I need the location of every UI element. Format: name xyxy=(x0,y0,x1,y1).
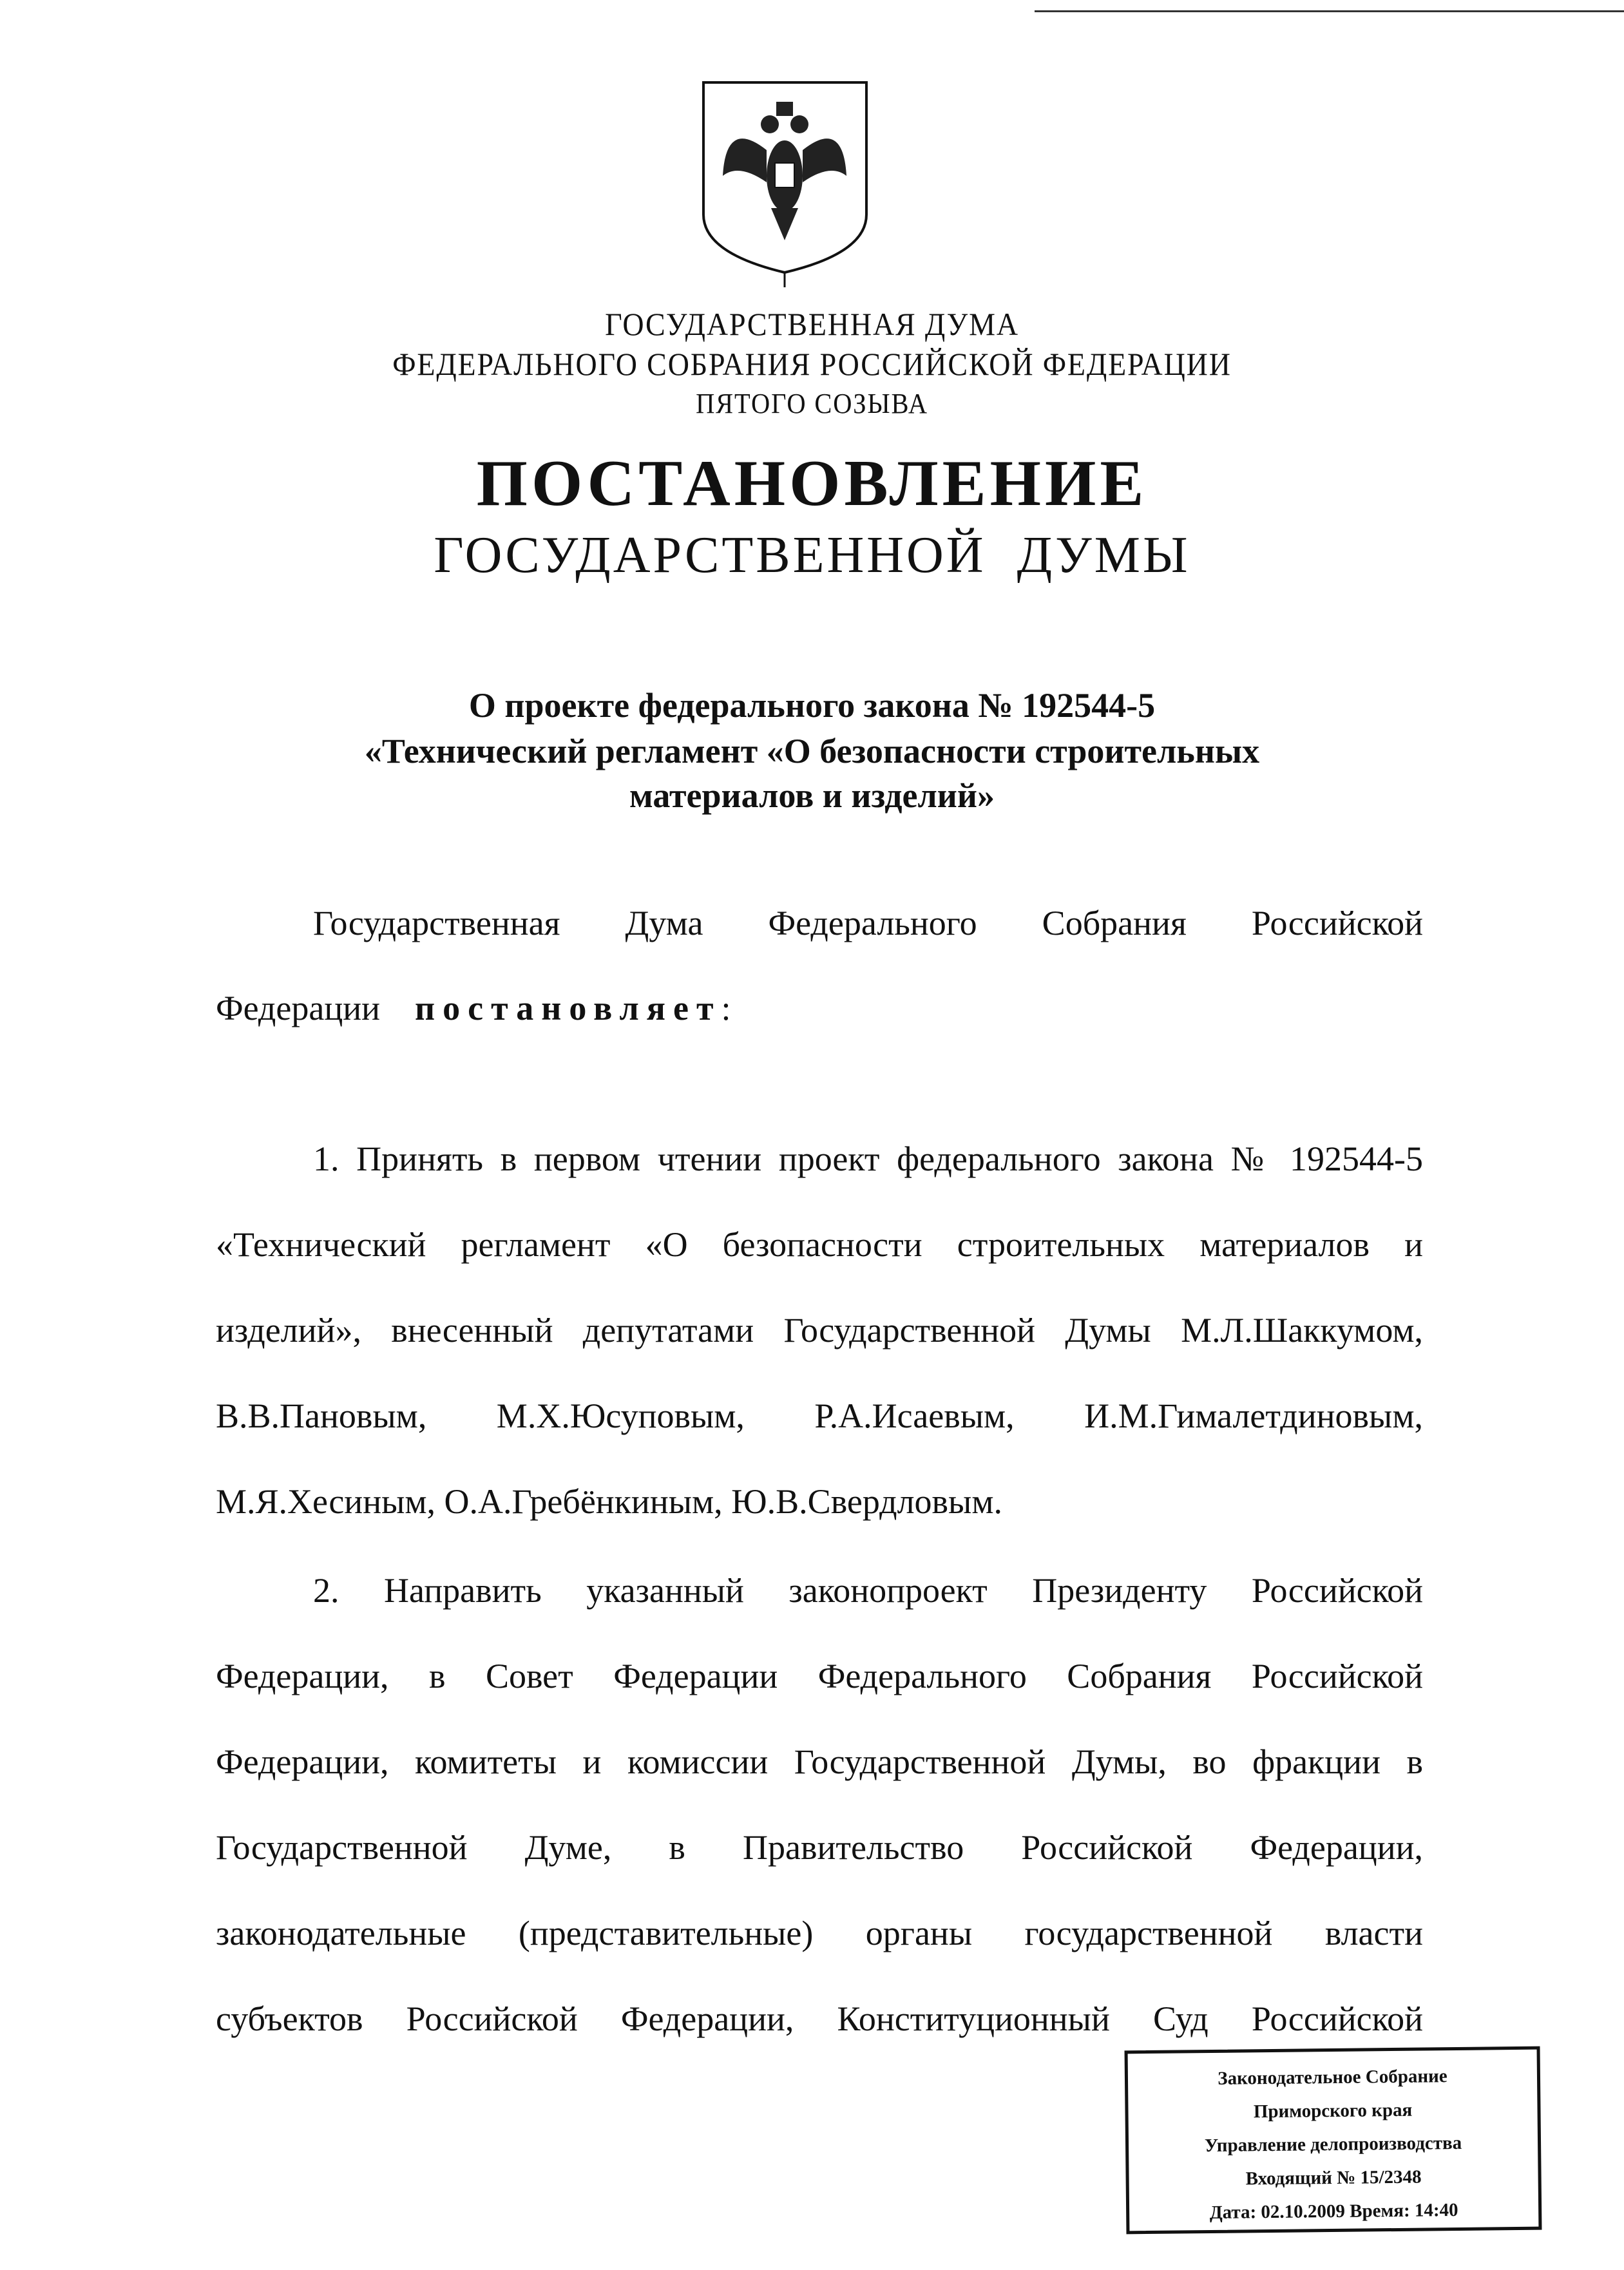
paragraph-1-line: изделий», внесенный депутатами Государственной Думы М.Л.Шаккумом, xyxy=(216,1311,1423,1350)
scan-edge-line xyxy=(1035,10,1624,12)
preamble-colon: : xyxy=(721,989,731,1027)
paragraph-2-line: 2. Направить указанный законопроект Президенту Российской xyxy=(313,1571,1423,1610)
preamble-federation: Федерации xyxy=(216,989,381,1027)
subject-line-2: «Технический регламент «О безопасности строительных xyxy=(364,732,1260,770)
stamp-line-1: Законодательное Собрание xyxy=(1218,2066,1447,2089)
paragraph-1-line: «Технический регламент «О безопасности строительных материалов и xyxy=(216,1225,1423,1264)
coat-of-arms-emblem xyxy=(700,79,870,287)
stamp-line-4: Входящий № 15/2348 xyxy=(1245,2166,1422,2189)
paragraph-1-line: 1. Принять в первом чтении проект федерального закона № 192544-5 xyxy=(313,1140,1423,1178)
paragraph-2-line: Федерации, комитеты и комиссии Государственной Думы, во фракции в xyxy=(216,1742,1423,1781)
preamble-line-1: Государственная Дума Федерального Собрания Российской xyxy=(313,904,1423,942)
header-line-1: ГОСУДАРСТВЕННАЯ ДУМА xyxy=(605,306,1019,342)
subject-line-3: материалов и изделий» xyxy=(629,776,995,815)
issuer-subtitle: ГОСУДАРСТВЕННОЙ ДУМЫ xyxy=(434,527,1190,584)
paragraph-1-line: В.В.Пановым, М.Х.Юсуповым, Р.А.Исаевым, И.М.Гималетдиновым, xyxy=(216,1397,1423,1435)
stamp-line-3: Управление делопроизводства xyxy=(1204,2132,1462,2157)
header-line-2: ФЕДЕРАЛЬНОГО СОБРАНИЯ РОССИЙСКОЙ ФЕДЕРАЦИИ xyxy=(392,346,1232,382)
subject-line-1: О проекте федерального закона № 192544-5 xyxy=(468,686,1156,725)
paragraph-2-line: Федерации, в Совет Федерации Федерального Собрания Российской xyxy=(216,1657,1423,1695)
incoming-registration-stamp xyxy=(1125,2046,1542,2235)
paragraph-2-line: Государственной Думе, в Правительство Российской Федерации, xyxy=(216,1828,1423,1867)
header-line-3: ПЯТОГО СОЗЫВА xyxy=(696,388,928,419)
document-type-title: ПОСТАНОВЛЕНИЕ xyxy=(476,447,1148,520)
paragraph-2-line: субъектов Российской Федерации, Конституционный Суд Российской xyxy=(216,1999,1423,2038)
preamble-resolves: постановляет xyxy=(415,989,721,1027)
paragraph-1-line: М.Я.Хесиным, О.А.Гребёнкиным, Ю.В.Свердловым. xyxy=(216,1482,1003,1521)
preamble-line-2 xyxy=(216,989,1423,1027)
stamp-line-2: Приморского края xyxy=(1253,2099,1413,2122)
stamp-line-5: Дата: 02.10.2009 Время: 14:40 xyxy=(1209,2199,1458,2224)
paragraph-2-line: законодательные (представительные) органы государственной власти xyxy=(216,1914,1423,1952)
